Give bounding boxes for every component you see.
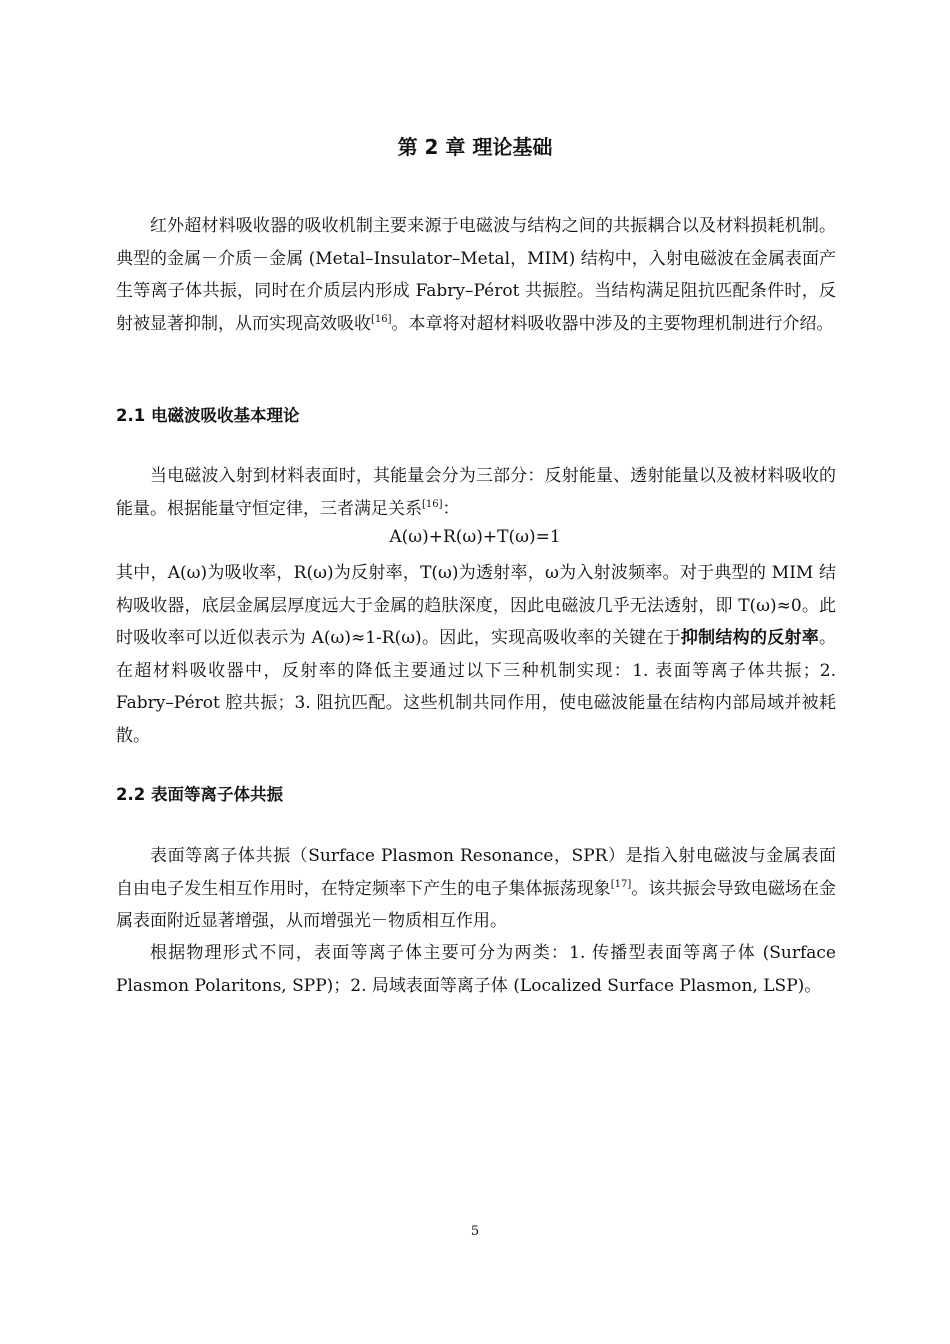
citation: [16] [422, 498, 443, 510]
paragraph-text: 其中，A(ω)为吸收率，R(ω)为反射率，T(ω)为透射率，ω为入射波频率。对于典型的 MIM 结构吸收器，底层金属层厚度远大于金属的趋肤深度，因此电磁波几乎无法透射，即 T(ω)≈0。此时吸收率可以近似表示为 A(ω)≈1-R(ω)。因此，实现高吸收率的关键在于 [116, 563, 836, 649]
intro-text: 红外超材料吸收器的吸收机制主要来源于电磁波与结构之间的共振耦合以及材料损耗机制。典型的金属－介质－金属 (Metal–Insulator–Metal，MIM) 结构中，入射电磁波在金属表面产生等离子体共振，同时在介质层内形成 Fabry–Pérot 共振腔。当结构满足阻抗匹配条件时，反射被显著抑制，从而实现高效吸收 [116, 216, 836, 334]
section-2-2-paragraph-2 [116, 937, 836, 1002]
emphasis-text: 抑制结构的反射率 [680, 628, 819, 649]
section-heading-2-2: 2.2 表面等离子体共振 [116, 785, 283, 804]
intro-text-end: 。本章将对超材料吸收器中涉及的主要物理机制进行介绍。 [391, 313, 834, 334]
page-number: 5 [470, 1224, 480, 1239]
citation: [16] [371, 313, 392, 325]
paragraph-text-end: ： [442, 498, 460, 519]
paragraph-text-end: 。该共振会导致电磁场在金属表面附近显著增强，从而增强光－物质相互作用。 [116, 878, 837, 932]
paragraph-text-end: 。在超材料吸收器中，反射率的降低主要通过以下三种机制实现：1. 表面等离子体共振；2. Fabry–Pérot 腔共振；3. 阻抗匹配。这些机制共同作用，使电磁波能量在结构内部局域并被耗散。 [116, 628, 836, 746]
energy-conservation-equation: A(ω)+R(ω)+T(ω)=1 [389, 527, 561, 547]
section-heading-2-1: 2.1 电磁波吸收基本理论 [116, 406, 300, 425]
section-2-1-paragraph-1 [116, 460, 836, 525]
paragraph-text: 当电磁波入射到材料表面时，其能量会分为三部分：反射能量、透射能量以及被材料吸收的能量。根据能量守恒定律，三者满足关系 [116, 466, 836, 519]
chapter-title: 第 2 章 理论基础 [397, 135, 553, 159]
intro-paragraph [116, 210, 836, 340]
citation: [17] [610, 878, 632, 890]
paragraph-text: 表面等离子体共振（Surface Plasmon Resonance，SPR）是指入射电磁波与金属表面自由电子发生相互作用时，在特定频率下产生的电子集体振荡现象 [116, 846, 836, 899]
paragraph-text: 根据物理形式不同，表面等离子体主要可分为两类：1. 传播型表面等离子体 (Surface Plasmon Polaritons, SPP)；2. 局域表面等离子体 (Localized Surface Plasmon, LSP)。 [116, 943, 836, 996]
section-2-1-paragraph-2 [116, 557, 836, 753]
section-2-2-paragraph-1 [116, 840, 836, 938]
